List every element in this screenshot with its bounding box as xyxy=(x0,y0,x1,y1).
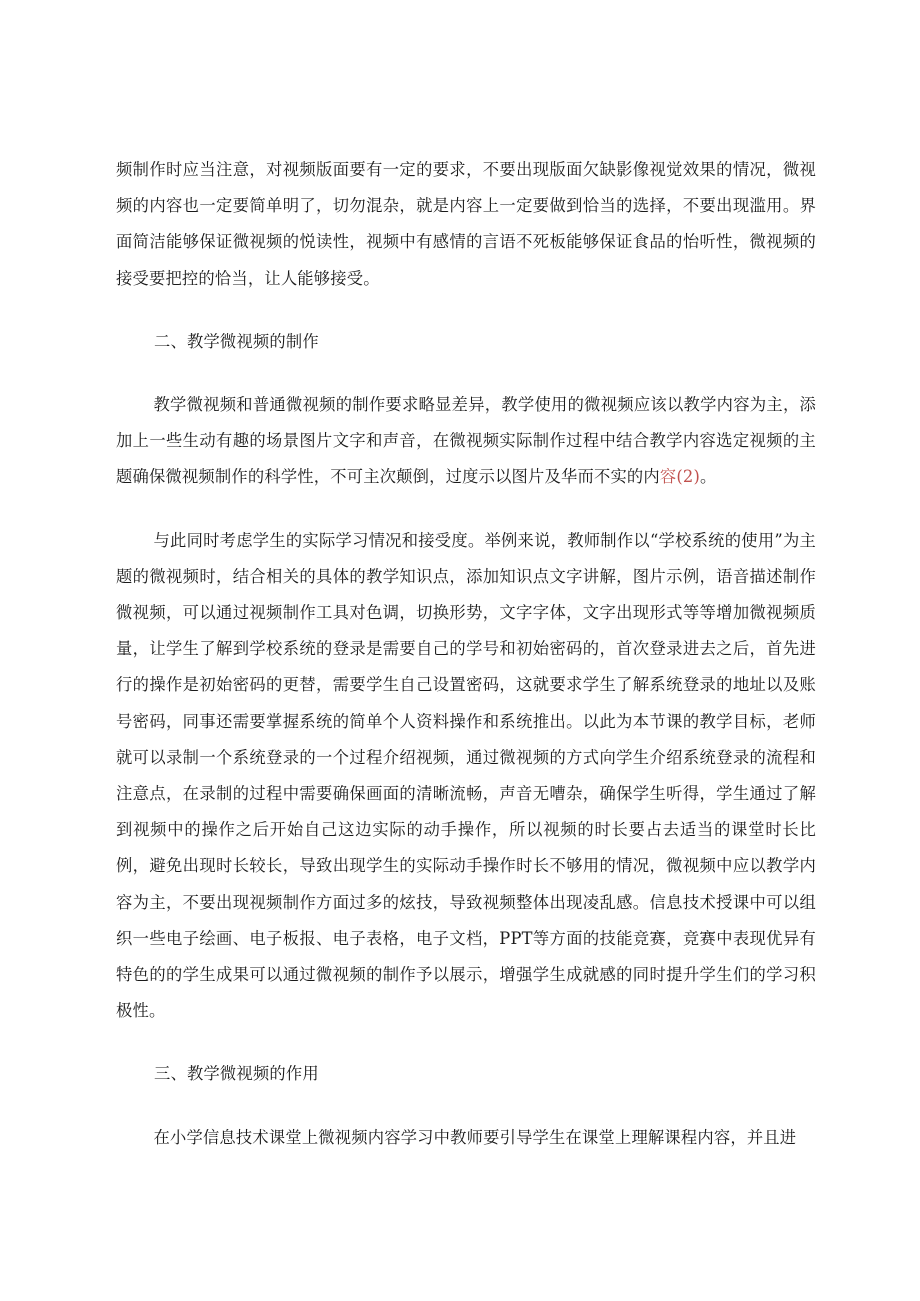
paragraph-2a xyxy=(116,387,816,496)
citation-link[interactable]: 容(2) xyxy=(659,467,701,487)
paragraph-2b: 与此同时考虑学生的实际学习情况和接受度。举例来说，教师制作以“学校系统的使用”为主题的微视频时，结合相关的具体的教学知识点，添加知识点文字讲解，图片示例，语音描述制作微视频，可以通过视频制作工具对色调，切换形势，文字字体，文字出现形式等等增加微视频质量，让学生了解到学校系统的登录是需要自己的学号和初始密码的，首次登录进去之后，首先进行的操作是初始密码的更替，需要学生自己设置密码，这就要求学生了解系统登录的地址以及账号密码，同事还需要掌握系统的简单个人资料操作和系统推出。以此为本节课的教学目标，老师就可以录制一个系统登录的一个过程介绍视频，通过微视频的方式向学生介绍系统登录的流程和注意点，在录制的过程中需要确保画面的清晰流畅，声音无嘈杂，确保学生听得，学生通过了解到视频中的操作之后开始自己这边实际的动手操作，所以视频的时长要占去适当的课堂时长比例，避免出现时长较长，导致出现学生的实际动手操作时长不够用的情况，微视频中应以教学内容为主，不要出现视频制作方面过多的炫技，导致视频整体出现凌乱感。信息技术授课中可以组织一些电子绘画、电子板报、电子表格，电子文档，PPT等方面的技能竞赛，竞赛中表现优异有特色的的学生成果可以通过微视频的制作予以展示，增强学生成就感的同时提升学生们的学习积极性。 xyxy=(116,530,816,1021)
paragraph-continued: 频制作时应当注意，对视频版面要有一定的要求，不要出现版面欠缺影像视觉效果的情况，微视频的内容也一定要简单明了，切勿混杂，就是内容上一定要做到恰当的选择，不要出现滥用。界面简洁能够保证微视频的悦读性，视频中有感情的言语不死板能够保证食品的怡听性，微视频的接受要把控的恰当，让人能够接受。 xyxy=(116,160,816,288)
paragraph-3a: 在小学信息技术课堂上微视频内容学习中教师要引导学生在课堂上理解课程内容，并且进 xyxy=(153,1127,797,1147)
section-heading-2: 二、教学微视频的制作 xyxy=(154,331,319,351)
document-body xyxy=(116,152,816,1183)
paragraph-2a-end: 。 xyxy=(700,467,717,487)
paragraph-2a-text: 教学微视频和普通微视频的制作要求略显差异，教学使用的微视频应该以教学内容为主，添加上一些生动有趣的场景图片文字和声音，在微视频实际制作过程中结合教学内容选定视频的主题确保微视频制作的科学性，不可主次颠倒，过度示以图片及华而不实的内 xyxy=(116,395,816,487)
section-heading-3: 三、教学微视频的作用 xyxy=(154,1064,319,1084)
